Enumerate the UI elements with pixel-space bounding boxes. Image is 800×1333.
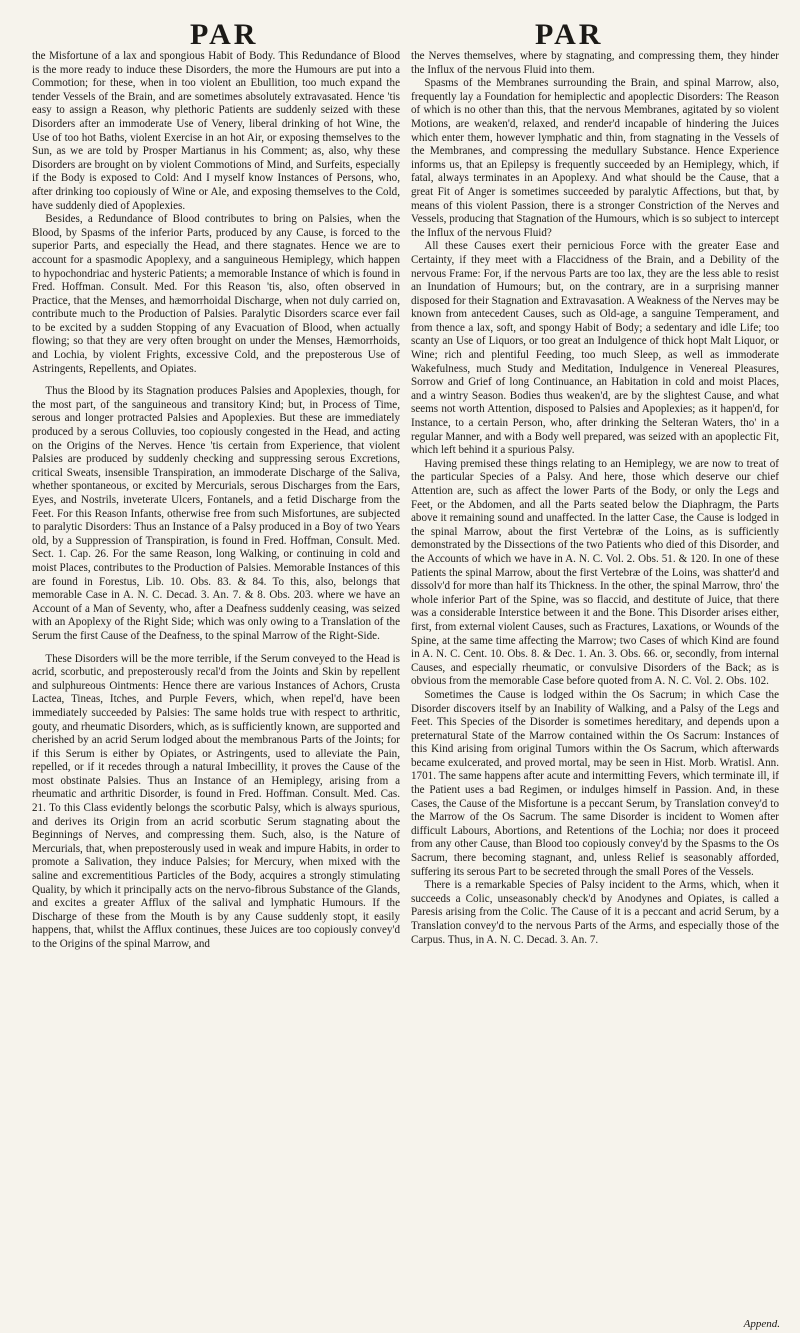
header-right: PAR <box>535 18 604 51</box>
paragraph: Thus the Blood by its Stagnation produces Palsies and Apoplexies, though, for the most part, of the sanguineous and transitory Kind; but, in Process of Time, serous and longer protracted Palsies and Apoplexies. But these are immediately produced by a serous Colluvies, too copiously congested in the Head, and acting on the Origins of the Nerves. Hence 'tis certain from Experience, that violent Palsies are produced by suddenly checking and suppressing serous Excretions, critical Sweats, insensible Transpiration, an immoderate Discharge of the Saliva, whether spontaneous, or excited by Mercurials, serous Discharges from the Ears, Eyes, and Nostrils, inveterate Ulcers, Fontanels, and a fetid Discharge from the Feet. For this Reason Infants, otherwise free from such Misfortunes, are subjected to paralytic Disorders: Thus an Instance of a Palsy produced in a Boy of two Years old, by a Suppression of Transpiration, is found in Fred. Hoffman, Consult. Med. Sect. 1. Cap. 26. For the same Reason, long Walking, or continuing in cold and moist Places, contributes to the Production of Palsies. Memorable Instances of this are found in Forestus, Lib. 10. Obs. 83. & 84. To this, also, belongs that memorable Case in A. N. C. Decad. 3. An. 7. & 8. Obs. 203. where we have an Account of a Man of Seventy, who, after a Deafness suddenly ceasing, was seized with an Apoplexy of the Right Side; which was only owing to a Translation of the Serum the first Cause of the Deafness, to the spinal Marrow of the Right-Side. <box>32 385 400 642</box>
paragraph: Spasms of the Membranes surrounding the Brain, and spinal Marrow, also, frequently lay a Foundation for hemiplectic and apoplectic Disorders: The Reason of which is no other than this, that the nervous Membranes, agitated by so violent Motions, are weaken'd, relaxed, and render'd incapable of hindering the Juices which enter them, however lymphatic and thin, from stagnating in the Vessels of the Membranes, and compressing the medullary Substance. Hence Experience informs us, that an Epilepsy is frequently succeeded by an Hemiplegy, which, if fatal, always terminates in an Apoplexy. And what should be the Cause, that a great Fit of Anger is sometimes succeeded by paralytic Affections, but that, by means of this violent Passion, there is a stronger Constriction of the Nerves and Vessels, producing that Stagnation of the Humours, which is so subject to intercept the Influx of the nervous Fluid? <box>411 77 779 239</box>
paragraph: There is a remarkable Species of Palsy incident to the Arms, which, when it succeeds a Colic, unseasonably check'd by Anodynes and Opiates, is called a Paresis arising from the Colic. The Cause of it is a peccant and acrid Serum, by a Translation convey'd to the nervous Parts of the Arms, and especially those of the Carpus. Thus, in A. N. C. Decad. 3. An. 7. <box>411 879 779 946</box>
paragraph: Besides, a Redundance of Blood contributes to bring on Palsies, when the Blood, by Spasms of the inferior Parts, produced by any Cause, is forced to the superior Parts, and especially the Head, and there stagnates. Hence we are to account for a spasmodic Apoplexy, and a sanguineous Hemiplegy, which happen to hypochondriac and hysteric Patients; a memorable Instance of which is found in Fred. Hoffman. Consult. Med. For this Reason 'tis, also, often observed in Practice, that the Menses, and hæmorrhoidal Discharge, when not duly carried on, contribute much to the Production of Palsies. Paralytic Disorders scarce ever fail to be excited by a sudden Stopping of any Evacuation of Blood, when actually flowing; so that they are very often brought on under the Menses, Hæmorrhoids, and Lochia, by violent Frights, excessive Cold, and the preposterous Use of Astringents, Repellents, and Opiates. <box>32 213 400 375</box>
paragraph: the Nerves themselves, where by stagnating, and compressing them, they hinder the Influx of the nervous Fluid into them. <box>411 50 779 76</box>
left-column <box>32 50 400 952</box>
paragraph: All these Causes exert their pernicious Force with the greater Ease and Certainty, if they meet with a Flaccidness of the Brain, and a Debility of the nervous Frame: For, if the nervous Parts are too lax, they are the less able to resist an Inundation of Humours; but, on the contrary, are in a surprising manner disposed for their Stagnation and Extravasation. A Weakness of the Nerves may be known from antecedent Causes, such as Old-age, a sanguine Temperament, and from thence a lax, soft, and spongy Habit of Body; a sedentary and idle Life; too scanty an Use of Liquors, or too great an Indulgence of thick hopt Malt Liquor, or Wine; rich and plentiful Feeding, too much Sleep, as well as immoderate Wakefulness, much Study and Meditation, Indulgence in Venereal Pleasures, Sorrow and Grief of long Continuance, an Habitation in cold and moist Places, and a wintry Season. Bodies thus weaken'd, are by the slightest Cause, and what seems not worth Attention, disposed to Palsies and Apoplexies; as it happen'd, for Instance, to a certain Person, who, after drinking the Selteran Waters, tho' in a regular Manner, and with a Body well prepared, was seized with an apoplectic Fit, which left behind it a spurious Palsy. <box>411 240 779 457</box>
paragraph: Having premised these things relating to an Hemiplegy, we are now to treat of the particular Species of a Palsy. And here, those which deserve our chief Attention are, such as affect the lower Parts of the Body, or only the Legs and Feet, or the Abdomen, and all the Parts seated below the Diaphragm, the Parts above it remaining sound and unaffected. In the latter Case, the Cause is lodged in the spinal Marrow, about the first Vertebræ of the Loins, as is sufficiently demonstrated by the Dissections of the two Patients who died of this Disorder, and the Accounts of which we have in A. N. C. Vol. 2. Obs. 51. & 120. In one of these Patients the spinal Marrow, about the first Vertebræ of the Loins, was shatter'd and dissolv'd for more than half its Thickness. In the other, the spinal Marrow, thro' the whole inferior Part of the Spine, was so flaccid, and destitute of Juice, that there was a considerable Interstice between it and the Bone. This Disorder arises either, first, from external violent Causes, such as Fractures, Laxations, or Wounds of the Spine, at the same time affecting the Marrow; two Cases of which Kind are found in A. N. C. Cent. 10. Obs. 8. & Dec. 1. An. 3. Obs. 66. or, secondly, from internal Causes, and especially rheumatic, or convulsive Disorders of the Back; as is obvious from the memorable Case before quoted from A. N. C. Vol. 2. Obs. 102. <box>411 457 779 688</box>
right-column <box>411 50 779 947</box>
header-left: PAR <box>190 18 259 51</box>
paragraph: Sometimes the Cause is lodged within the Os Sacrum; in which Case the Disorder discovers itself by an Inability of Walking, and a Palsy of the Legs and Feet. This Species of the Disorder is sometimes hereditary, and depends upon a preternatural State of the Marrow contained within the Os Sacrum: Instances of this Kind arising from original Tumors within the Os Sacrum, which afterwards became exulcerated, and proved mortal, may be seen in Hist. Morb. Wratisl. Ann. 1701. The same happens after acute and intermitting Fevers, which terminate ill, if the Patient uses a bad Regimen, or indulges himself in Passion. And, in these Cases, the Cause of the Misfortune is a peccant Serum, by Translation convey'd to the Marrow of the Os Sacrum. The same Disorder is incident to Women after difficult Labours, Abortions, and Retentions of the Lochia; nor does it proceed from any other Cause, than Blood too copiously convey'd by the Spasms to the Os Sacrum, there becoming stagnant, and, unless Relief is seasonably afforded, suffering its serous Part to be secreted through the small Pores of the Vessels. <box>411 688 779 878</box>
paragraph: the Misfortune of a lax and spongious Habit of Body. This Redundance of Blood is the more ready to induce these Disorders, the more the Humours are put into a Commotion; for these, when in too violent an Ebullition, too much expand the tender Vessels of the Brain, and are sometimes absolutely extravasated. Hence 'tis easy to assign a Reason, why plethoric Patients are suddenly seized with these Disorders after an immoderate Use of Venery, liberal drinking of hot Wine, the Use of too hot Baths, violent Exercise in an hot Air, or exposing themselves to the Sun, as we are told by Prosper Martianus in his Comment; as, also, why these Disorders are brought on by violent Commotions of Mind, and Surfeits, especially if the Body is exposed to Cold: And I myself know Instances of Persons, who, after drinking too copiously of Wine or Ale, and exposing themselves to the Cold, have suddenly died of Apoplexies. <box>32 50 400 212</box>
paragraph: These Disorders will be the more terrible, if the Serum conveyed to the Head is acrid, scorbutic, and preposterously recal'd from the Joints and Skin by repellent and sulphureous Ointments: Hence there are various Instances of Achors, Crusta Lactea, Tineas, Itches, and Purple Fevers, which, when repel'd, have been immediately succeeded by Palsies: The same holds true with respect to arthritic, gouty, and rheumatic Disorders, which, as is sufficiently known, are supported and cherished by an acrid Serum lodged about the membranous Parts of the Joints; for if this Serum is either by Opiates, or Astringents, used to alleviate the Pain, repelled, or if it recedes through a natural Imbecillity, it proves the Cause of the most obstinate Palsies. Thus an Instance of an Hemiplegy, arising from a rheumatic and arthritic Disorder, is found in Fred. Hoffman. Consult. Med. Cas. 21. To this Class evidently belongs the scorbutic Palsy, which is always spurious, and derives its Origin from an acrid scorbutic Serum stagnating about the Beginnings of Nerves, and compressing them. Such, also, is the Nature of Mercurials, that, when preposterously used in weak and impure Habits, in order to promote a Salivation, they induce Palsies; for Mercury, when mixed with the saline and excrementitious Particles of the Body, acquires a strongly stimulating Quality, by which it principally acts on the nervo-fibrous Substance of the Glands, and excites a greater Afflux of the salival and lymphatic Humours. If the Discharge of these from the Mouth is by any Cause suddenly stopt, it easily happens, that, whilst the Afflux continues, these Juices are too copiously convey'd to the Origins of the spinal Marrow, and <box>32 652 400 950</box>
catchword: Append. <box>743 1318 780 1330</box>
